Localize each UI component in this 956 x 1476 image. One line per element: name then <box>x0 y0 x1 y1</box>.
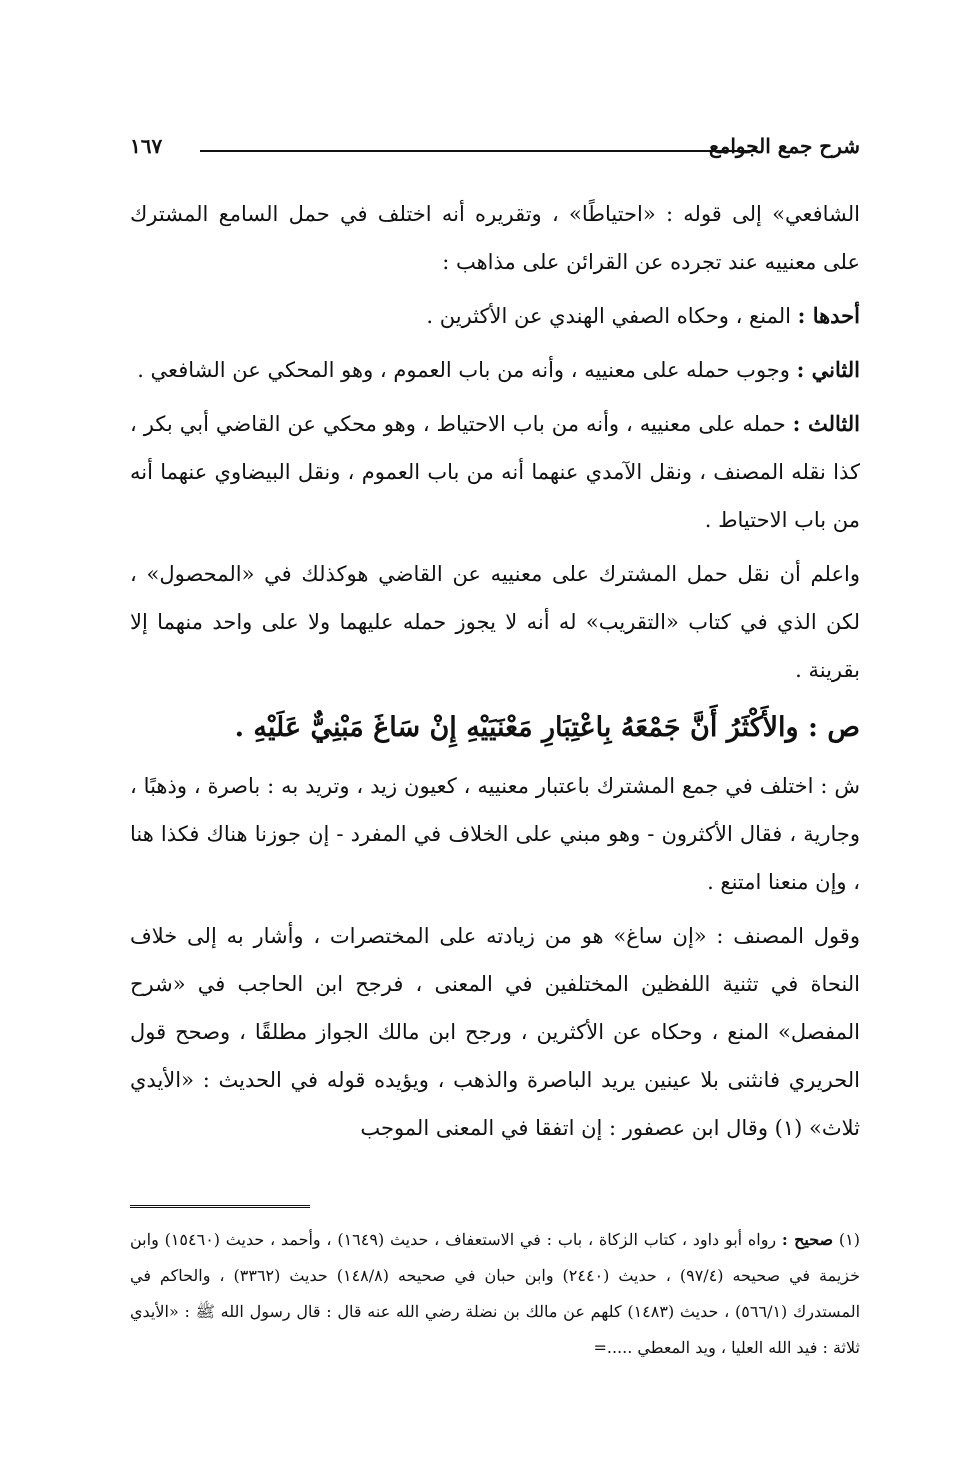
paragraph-text: وجوب حمله على معنييه ، وأنه من باب العموم ، وهو المحكي عن الشافعي . <box>137 358 797 382</box>
matn-heading: ص : والأَكْثَرُ أَنَّ جَمْعَهُ بِاعْتِبَارِ مَعْنَيَيْهِ إِنْ سَاغَ مَبْنِيٌّ عَلَيْهِ . <box>234 712 860 743</box>
paragraph: ش : اختلف في جمع المشترك باعتبار معنييه ، كعيون زيد ، وتريد به : باصرة ، وذهبًا ، وجارية ، فقال الأكثرون - وهو مبني على الخلاف في المفرد - إن جوزنا هناك فكذا هنا ، وإن منعنا امتنع . <box>130 774 860 894</box>
page-number: ١٦٧ <box>130 134 163 158</box>
paragraph-lead: الثالث : <box>792 411 860 436</box>
paragraph-lead: أحدها : <box>797 303 860 328</box>
paragraph <box>130 292 860 340</box>
running-title: شرح جمع الجوامع <box>708 134 860 158</box>
page <box>130 128 860 1158</box>
paragraph: واعلم أن نقل حمل المشترك على معنييه عن القاضي هوكذلك في «المحصول» ، لكن الذي في كتاب «التقريب» له أنه لا يجوز حمله عليهما ولا على واحد منهما إلا بقرينة . <box>130 562 860 682</box>
header-rule <box>200 150 758 152</box>
footnote-rule <box>130 1205 310 1208</box>
footnote-marker: (١) <box>838 1230 861 1249</box>
paragraph-text: المنع ، وحكاه الصفي الهندي عن الأكثرين . <box>426 304 798 328</box>
body-text <box>130 190 860 1152</box>
paragraph: وقول المصنف : «إن ساغ» هو من زيادته على المختصرات ، وأشار به إلى خلاف النحاة في تثنية اللفظين المختلفين في المعنى ، فرجح ابن الحاجب في «شرح المفصل» المنع ، وحكاه عن الأكثرين ، ورجح ابن مالك الجواز مطلقًا ، وصحح قول الحريري فانثنى بلا عينين يريد الباصرة والذهب ، ويؤيده قوله في الحديث : «الأيدي ثلاث» (١) وقال ابن عصفور : إن اتفقا في المعنى الموجب <box>130 924 860 1140</box>
paragraph <box>130 400 860 544</box>
page-header <box>130 128 860 168</box>
footnote-lead: صحيح : <box>781 1230 834 1249</box>
paragraph-lead: الثاني : <box>796 357 860 382</box>
paragraph <box>130 346 860 394</box>
footnote <box>130 1222 860 1366</box>
paragraph: الشافعي» إلى قوله : «احتياطًا» ، وتقريره أنه اختلف في حمل السامع المشترك على معنييه عند تجرده عن القرائن على مذاهب : <box>130 202 860 274</box>
footnote-text: رواه أبو داود ، كتاب الزكاة ، باب : في الاستعفاف ، حديث (١٦٤٩) ، وأحمد ، حديث (١٥٤٦٠) وابن خزيمة في صحيحه (٩٧/٤) ، حديث (٢٤٤٠) وابن حبان في صحيحه (١٤٨/٨) حديث (٣٣٦٢) ، والحاكم في المستدرك (٥٦٦/١) ، حديث (١٤٨٣) كلهم عن مالك بن نضلة رضي الله عنه قال : قال رسول الله ﷺ : «الأيدي ثلاثة : فيد الله العليا ، ويد المعطي .....= <box>130 1230 861 1357</box>
paragraph-text: حمله على معنييه ، وأنه من باب الاحتياط ، وهو محكي عن القاضي أبي بكر ، كذا نقله المصنف ، ونقل الآمدي عنهما أنه من باب العموم ، ونقل البيضاوي عنهما أنه من باب الاحتياط . <box>130 412 860 532</box>
